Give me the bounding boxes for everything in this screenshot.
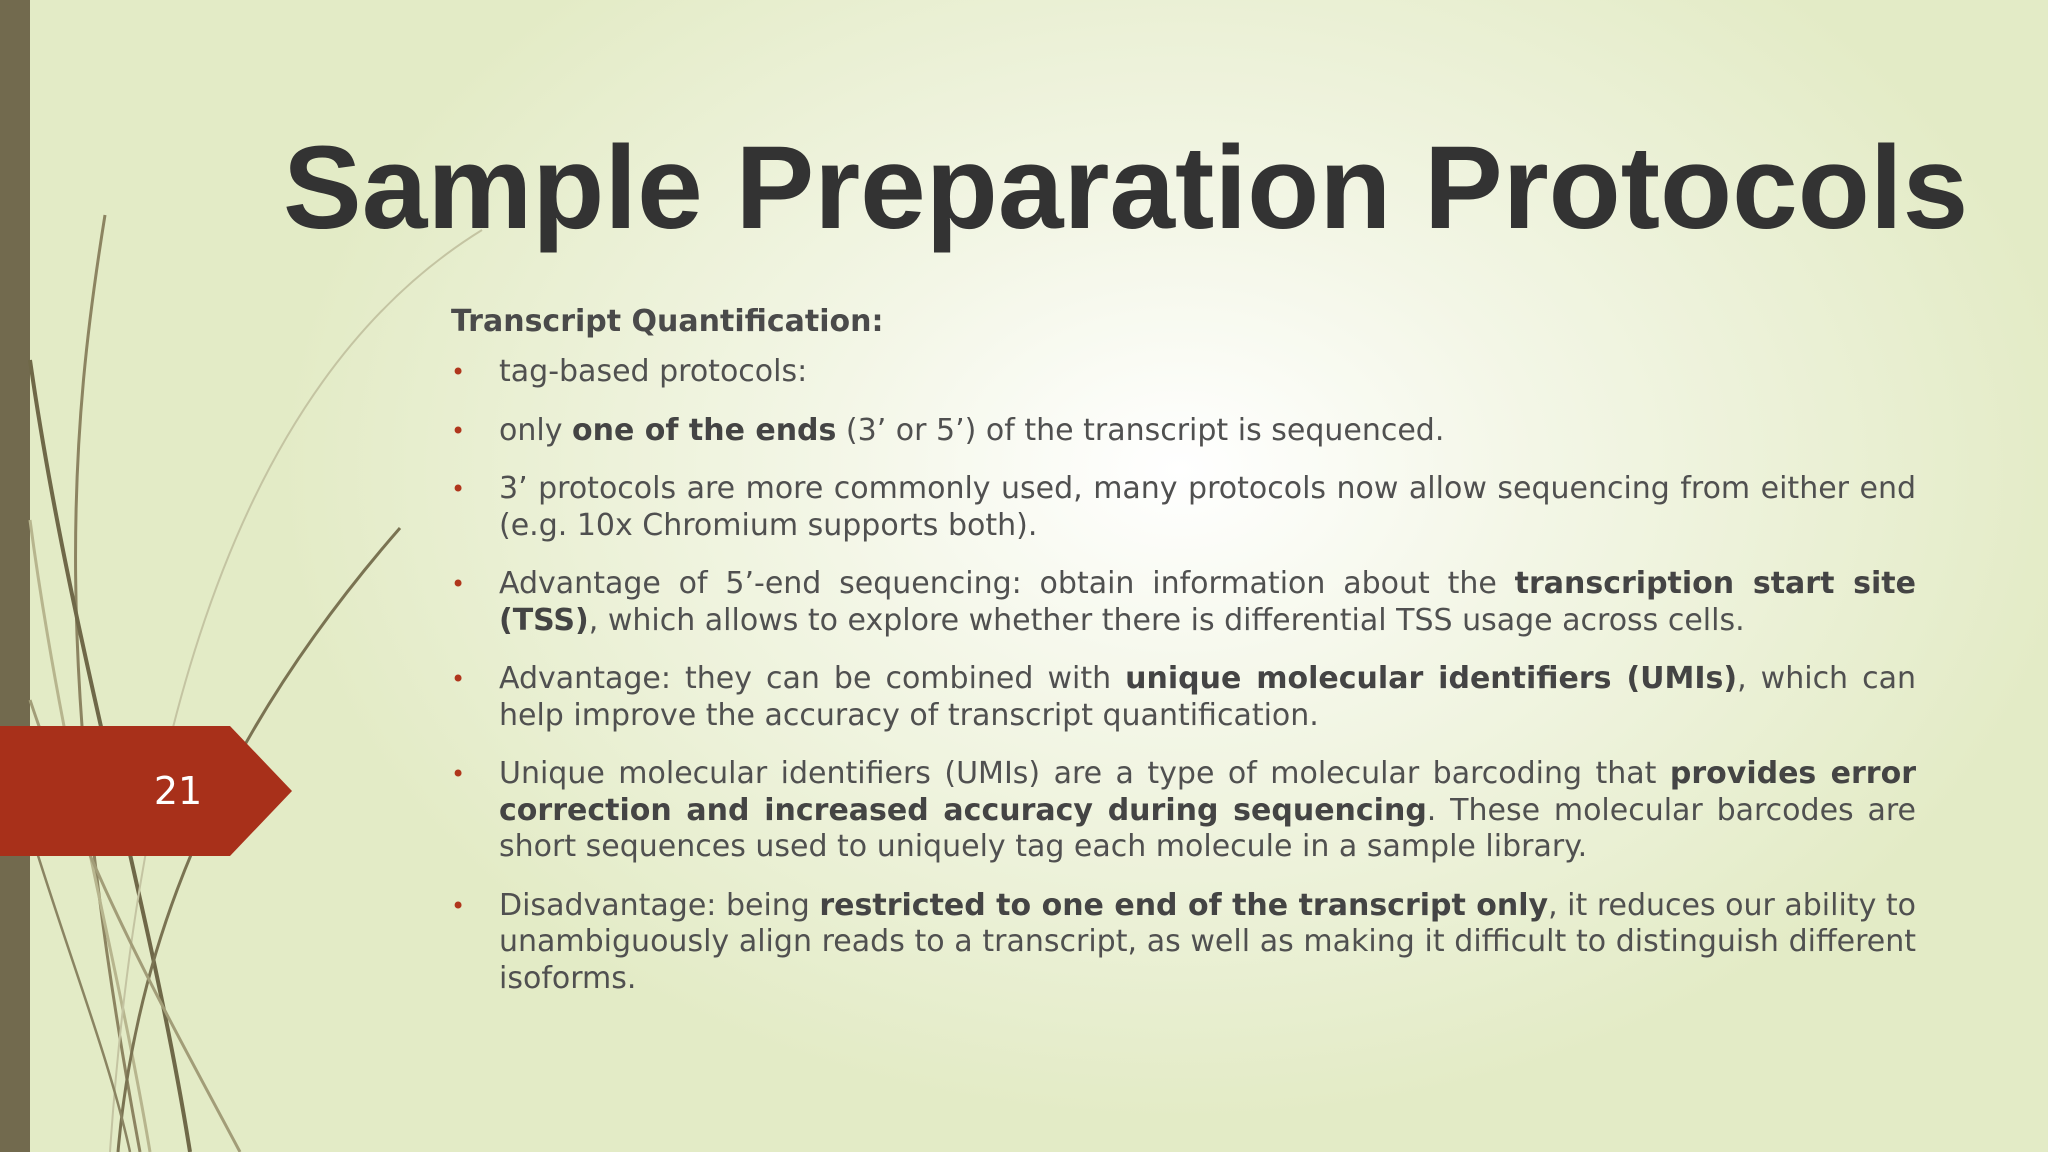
bullet-dot-icon: • <box>451 570 466 598</box>
slide-body <box>451 300 1916 1019</box>
bullet-list <box>451 354 1916 997</box>
bullet-text-bold: restricted to one end of the transcript only <box>819 887 1549 923</box>
bullet-text-bold: provides error correction and increased accuracy during sequencing <box>499 756 1916 828</box>
section-subheading: Transcript Quantification: <box>451 304 884 339</box>
bullet-text-bold: one of the ends <box>572 412 837 448</box>
bullet-item <box>451 354 1916 391</box>
bullet-dot-icon: • <box>451 358 466 386</box>
bullet-dot-icon: • <box>451 891 466 920</box>
bullet-dot-icon: • <box>451 760 466 788</box>
bullet-text: (3’ or 5’) of the transcript is sequenced. <box>836 412 1445 448</box>
bullet-text-bold: transcription start site (TSS) <box>499 566 1916 638</box>
bullet-item <box>451 756 1916 866</box>
bullet-dot-icon: • <box>451 665 466 693</box>
bullet-text: only <box>499 412 572 448</box>
slide-number: 21 <box>153 769 203 813</box>
bullet-text: Advantage of 5’-end sequencing: obtain information about the <box>499 566 1515 601</box>
bullet-item <box>451 413 1916 450</box>
bullet-text: . These molecular barcodes are short sequences used to uniquely tag each molecule in a sample library. <box>499 792 1916 864</box>
bullet-text: , which can help improve the accuracy of transcript quantification. <box>499 661 1916 733</box>
bullet-item <box>451 888 1916 998</box>
bullet-text: , it reduces our ability to unambiguously align reads to a transcript, as well as making it difficult to distinguish different isoforms. <box>499 887 1916 996</box>
bullet-text: tag-based protocols: <box>499 354 808 389</box>
bullet-text: , which allows to explore whether there is differential TSS usage across cells. <box>588 602 1745 638</box>
bullet-dot-icon: • <box>451 416 466 445</box>
bullet-text: 3’ protocols are more commonly used, many protocols now allow sequencing from either end (e.g. 10x Chromium supports both). <box>499 471 1916 543</box>
bullet-text-bold: unique molecular identifiers (UMIs) <box>1125 661 1738 696</box>
bullet-text: Unique molecular identifiers (UMIs) are a type of molecular barcoding that <box>499 756 1670 791</box>
bullet-item <box>451 566 1916 639</box>
bullet-dot-icon: • <box>451 475 466 503</box>
bullet-text: Disadvantage: being <box>499 887 820 923</box>
bullet-item <box>451 661 1916 734</box>
bullet-text: Advantage: they can be combined with <box>499 661 1126 696</box>
bullet-item <box>451 471 1916 544</box>
slide-title: Sample Preparation Protocols <box>283 122 1969 254</box>
